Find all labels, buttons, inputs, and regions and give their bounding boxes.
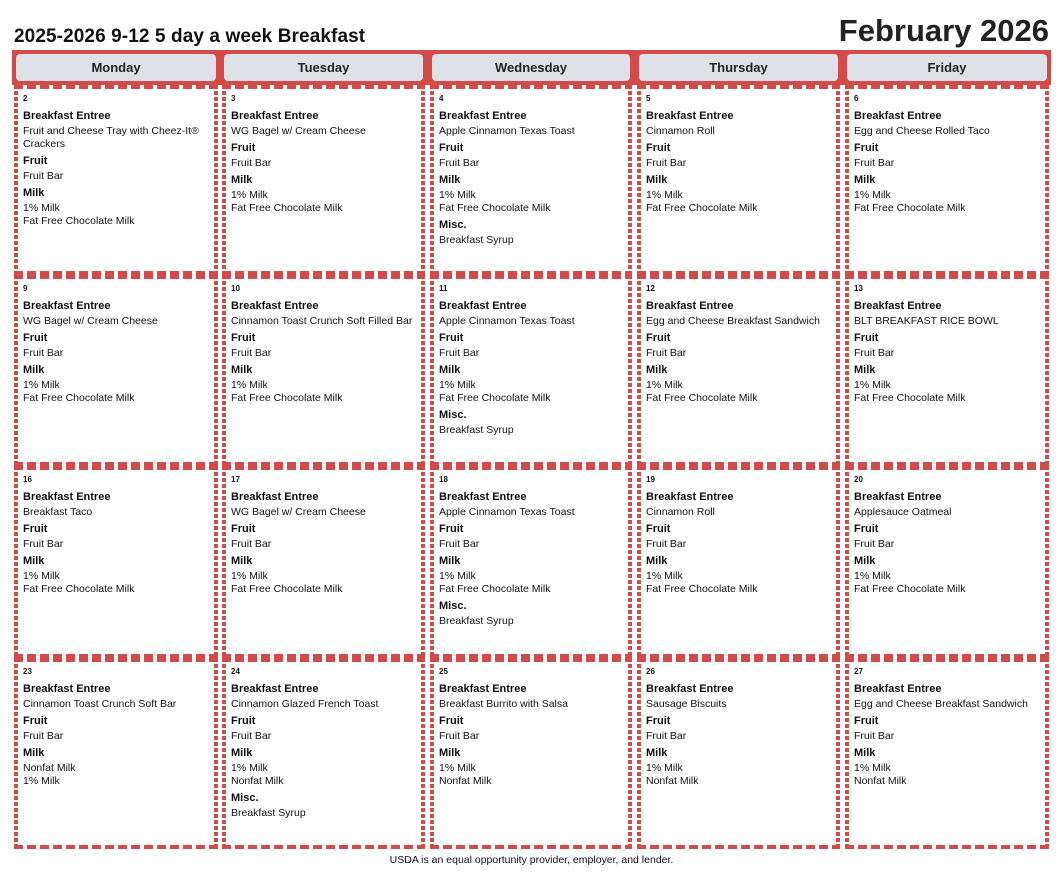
- menu-item: 1% Milk: [439, 189, 476, 201]
- decorative-border: [14, 658, 218, 662]
- menu-item: Fruit Bar: [439, 730, 480, 742]
- menu-item: 1% Milk: [23, 570, 60, 582]
- menu-item: Cinnamon Toast Crunch Soft Filled Bar: [231, 315, 413, 327]
- decorative-border: [637, 658, 641, 849]
- menu-item: 1% Milk: [23, 775, 60, 787]
- day-number: 5: [646, 94, 651, 103]
- menu-item: Fruit Bar: [854, 730, 895, 742]
- day-cell: [222, 85, 425, 275]
- menu-category-label: Milk: [231, 174, 253, 186]
- menu-category-label: Milk: [439, 747, 461, 759]
- menu-item: 1% Milk: [439, 762, 476, 774]
- menu-item: 1% Milk: [854, 762, 891, 774]
- day-cell: [222, 466, 425, 658]
- decorative-border: [845, 658, 849, 849]
- decorative-border: [430, 85, 434, 275]
- menu-item: Fruit Bar: [854, 157, 895, 169]
- decorative-border: [628, 466, 632, 658]
- day-cell: [430, 658, 632, 849]
- menu-item: 1% Milk: [23, 202, 60, 214]
- menu-category-label: Breakfast Entree: [23, 683, 111, 695]
- menu-category-label: Milk: [646, 174, 668, 186]
- day-number: 6: [854, 94, 859, 103]
- menu-category-label: Fruit: [23, 715, 48, 727]
- menu-item: Nonfat Milk: [23, 762, 76, 774]
- day-cell: [430, 85, 632, 275]
- menu-item: 1% Milk: [23, 379, 60, 391]
- decorative-border: [222, 658, 226, 849]
- decorative-border: [836, 275, 840, 466]
- day-number: 9: [23, 284, 28, 293]
- decorative-border: [430, 845, 632, 849]
- menu-category-label: Fruit: [646, 142, 671, 154]
- menu-item: Fat Free Chocolate Milk: [23, 215, 135, 227]
- menu-category-label: Milk: [439, 174, 461, 186]
- menu-item: 1% Milk: [439, 570, 476, 582]
- menu-item: Nonfat Milk: [854, 775, 907, 787]
- day-number: 24: [231, 667, 240, 676]
- menu-item: 1% Milk: [231, 762, 268, 774]
- decorative-border: [421, 85, 425, 275]
- decorative-border: [14, 275, 18, 466]
- menu-item: Fruit Bar: [854, 538, 895, 550]
- decorative-border: [1045, 466, 1049, 658]
- day-number: 4: [439, 94, 444, 103]
- decorative-border: [430, 85, 632, 89]
- day-number: 27: [854, 667, 863, 676]
- menu-category-label: Breakfast Entree: [646, 110, 734, 122]
- menu-item: Fat Free Chocolate Milk: [231, 202, 343, 214]
- decorative-border: [637, 275, 840, 279]
- day-number: 12: [646, 284, 655, 293]
- menu-category-label: Fruit: [854, 142, 879, 154]
- weekday-header-monday: Monday: [16, 54, 216, 81]
- menu-item: 1% Milk: [646, 570, 683, 582]
- decorative-border: [421, 466, 425, 658]
- menu-category-label: Milk: [231, 555, 253, 567]
- menu-item: Breakfast Syrup: [439, 424, 514, 436]
- menu-item: Fruit Bar: [231, 347, 272, 359]
- day-number: 13: [854, 284, 863, 293]
- decorative-border: [845, 275, 849, 466]
- menu-category-label: Milk: [23, 747, 45, 759]
- menu-item: Cinnamon Toast Crunch Soft Bar: [23, 698, 177, 710]
- day-cell: [14, 466, 218, 658]
- menu-item: Nonfat Milk: [646, 775, 699, 787]
- decorative-border: [628, 85, 632, 275]
- menu-item: Fat Free Chocolate Milk: [231, 392, 343, 404]
- menu-item: Breakfast Syrup: [231, 807, 306, 819]
- menu-item: Fat Free Chocolate Milk: [231, 583, 343, 595]
- menu-item: Apple Cinnamon Texas Toast: [439, 506, 575, 518]
- menu-category-label: Misc.: [439, 409, 467, 421]
- day-cell: [430, 466, 632, 658]
- menu-category-label: Breakfast Entree: [854, 683, 942, 695]
- menu-item: 1% Milk: [646, 379, 683, 391]
- menu-item: 1% Milk: [231, 570, 268, 582]
- menu-item: Fat Free Chocolate Milk: [854, 583, 966, 595]
- day-number: 18: [439, 475, 448, 484]
- decorative-border: [14, 275, 218, 279]
- month-title: February 2026: [838, 13, 1049, 48]
- decorative-border: [836, 466, 840, 658]
- footer-notice: USDA is an equal opportunity provider, employer, and lender.: [389, 854, 674, 866]
- menu-item: Apple Cinnamon Texas Toast: [439, 315, 575, 327]
- menu-item: Fruit Bar: [439, 157, 480, 169]
- day-cell: [430, 275, 632, 466]
- menu-category-label: Fruit: [23, 155, 48, 167]
- menu-item: Apple Cinnamon Texas Toast: [439, 125, 575, 137]
- menu-category-label: Fruit: [23, 523, 48, 535]
- menu-item: Fruit Bar: [231, 538, 272, 550]
- decorative-border: [214, 466, 218, 658]
- menu-category-label: Milk: [439, 364, 461, 376]
- menu-category-label: Breakfast Entree: [646, 300, 734, 312]
- menu-item: 1% Milk: [231, 189, 268, 201]
- decorative-border: [1045, 658, 1049, 849]
- menu-category-label: Milk: [646, 747, 668, 759]
- menu-category-label: Fruit: [231, 715, 256, 727]
- menu-item: Fat Free Chocolate Milk: [854, 202, 966, 214]
- weekday-header-thursday: Thursday: [639, 54, 838, 81]
- day-number: 16: [23, 475, 32, 484]
- decorative-border: [14, 85, 18, 275]
- day-number: 17: [231, 475, 240, 484]
- day-number: 20: [854, 475, 863, 484]
- menu-category-label: Breakfast Entree: [439, 300, 527, 312]
- menu-item: Fat Free Chocolate Milk: [23, 392, 135, 404]
- day-number: 23: [23, 667, 32, 676]
- menu-category-label: Breakfast Entree: [439, 683, 527, 695]
- menu-item: Egg and Cheese Rolled Taco: [854, 125, 990, 137]
- menu-item: Fruit and Cheese Tray with Cheez-It® Crackers: [23, 125, 199, 150]
- decorative-border: [637, 275, 641, 466]
- day-cell: [637, 275, 840, 466]
- day-cell: [637, 85, 840, 275]
- decorative-border: [845, 85, 1049, 89]
- menu-category-label: Misc.: [231, 792, 259, 804]
- menu-category-label: Milk: [23, 187, 45, 199]
- menu-item: 1% Milk: [854, 379, 891, 391]
- menu-item: Breakfast Burrito with Salsa: [439, 698, 568, 710]
- decorative-border: [430, 275, 632, 279]
- decorative-border: [214, 275, 218, 466]
- menu-category-label: Breakfast Entree: [231, 683, 319, 695]
- menu-category-label: Fruit: [646, 332, 671, 344]
- menu-item: Fruit Bar: [439, 538, 480, 550]
- weekday-header-tuesday: Tuesday: [224, 54, 423, 81]
- menu-category-label: Milk: [646, 364, 668, 376]
- menu-category-label: Fruit: [439, 715, 464, 727]
- decorative-border: [222, 275, 226, 466]
- menu-category-label: Breakfast Entree: [231, 491, 319, 503]
- weekday-header-wednesday: Wednesday: [432, 54, 630, 81]
- day-cell: [637, 658, 840, 849]
- menu-item: Egg and Cheese Breakfast Sandwich: [646, 315, 820, 327]
- menu-category-label: Breakfast Entree: [23, 491, 111, 503]
- menu-item: 1% Milk: [854, 570, 891, 582]
- decorative-border: [845, 658, 1049, 662]
- menu-category-label: Breakfast Entree: [646, 683, 734, 695]
- day-number: 25: [439, 667, 448, 676]
- menu-category-label: Milk: [23, 364, 45, 376]
- decorative-border: [421, 275, 425, 466]
- day-number: 2: [23, 94, 28, 103]
- menu-category-label: Milk: [231, 364, 253, 376]
- decorative-border: [222, 466, 226, 658]
- decorative-border: [14, 85, 218, 89]
- day-cell: [845, 85, 1049, 275]
- decorative-border: [430, 466, 632, 470]
- decorative-border: [430, 658, 632, 662]
- decorative-border: [628, 658, 632, 849]
- menu-category-label: Breakfast Entree: [23, 110, 111, 122]
- decorative-border: [845, 275, 1049, 279]
- menu-category-label: Breakfast Entree: [231, 300, 319, 312]
- menu-item: WG Bagel w/ Cream Cheese: [231, 506, 366, 518]
- decorative-border: [836, 85, 840, 275]
- menu-item: Breakfast Syrup: [439, 234, 514, 246]
- menu-category-label: Milk: [854, 747, 876, 759]
- decorative-border: [1045, 85, 1049, 275]
- day-number: 19: [646, 475, 655, 484]
- decorative-border: [836, 658, 840, 849]
- menu-item: 1% Milk: [439, 379, 476, 391]
- decorative-border: [222, 466, 425, 470]
- decorative-border: [14, 466, 218, 470]
- day-number: 26: [646, 667, 655, 676]
- decorative-border: [14, 845, 218, 849]
- menu-item: Cinnamon Glazed French Toast: [231, 698, 379, 710]
- menu-category-label: Breakfast Entree: [854, 110, 942, 122]
- menu-category-label: Milk: [854, 364, 876, 376]
- menu-item: Fruit Bar: [646, 730, 687, 742]
- menu-category-label: Fruit: [23, 332, 48, 344]
- menu-category-label: Fruit: [646, 715, 671, 727]
- day-cell: [845, 658, 1049, 849]
- menu-item: Fruit Bar: [854, 347, 895, 359]
- menu-category-label: Fruit: [231, 523, 256, 535]
- decorative-border: [1045, 275, 1049, 466]
- menu-category-label: Breakfast Entree: [23, 300, 111, 312]
- decorative-border: [222, 845, 425, 849]
- weekday-header-friday: Friday: [847, 54, 1047, 81]
- menu-category-label: Breakfast Entree: [854, 491, 942, 503]
- decorative-border: [222, 658, 425, 662]
- menu-category-label: Milk: [854, 174, 876, 186]
- calendar-grid: [14, 85, 1049, 849]
- menu-item: Fruit Bar: [23, 730, 64, 742]
- decorative-border: [637, 85, 641, 275]
- menu-item: Fruit Bar: [231, 730, 272, 742]
- decorative-border: [845, 466, 849, 658]
- menu-item: Fruit Bar: [23, 538, 64, 550]
- decorative-border: [637, 845, 840, 849]
- menu-item: WG Bagel w/ Cream Cheese: [23, 315, 158, 327]
- menu-item: Fat Free Chocolate Milk: [646, 583, 758, 595]
- menu-item: Sausage Biscuits: [646, 698, 727, 710]
- menu-category-label: Milk: [23, 555, 45, 567]
- decorative-border: [845, 85, 849, 275]
- menu-item: Fruit Bar: [646, 347, 687, 359]
- decorative-border: [14, 658, 18, 849]
- menu-item: Breakfast Syrup: [439, 615, 514, 627]
- menu-item: WG Bagel w/ Cream Cheese: [231, 125, 366, 137]
- decorative-border: [222, 85, 425, 89]
- menu-item: Egg and Cheese Breakfast Sandwich: [854, 698, 1028, 710]
- menu-category-label: Milk: [646, 555, 668, 567]
- decorative-border: [430, 275, 434, 466]
- menu-item: Fat Free Chocolate Milk: [854, 392, 966, 404]
- day-number: 11: [439, 284, 448, 293]
- menu-item: Fruit Bar: [23, 170, 64, 182]
- decorative-border: [222, 275, 425, 279]
- day-cell: [222, 658, 425, 849]
- menu-category-label: Fruit: [439, 142, 464, 154]
- menu-category-label: Milk: [854, 555, 876, 567]
- decorative-border: [628, 275, 632, 466]
- menu-item: Fat Free Chocolate Milk: [439, 583, 551, 595]
- decorative-border: [214, 85, 218, 275]
- day-number: 10: [231, 284, 240, 293]
- menu-category-label: Fruit: [646, 523, 671, 535]
- menu-item: BLT BREAKFAST RICE BOWL: [854, 315, 999, 327]
- menu-category-label: Fruit: [439, 523, 464, 535]
- menu-category-label: Fruit: [231, 332, 256, 344]
- menu-category-label: Breakfast Entree: [231, 110, 319, 122]
- menu-category-label: Milk: [439, 555, 461, 567]
- decorative-border: [430, 658, 434, 849]
- day-cell: [14, 85, 218, 275]
- menu-item: Fat Free Chocolate Milk: [23, 583, 135, 595]
- menu-item: Cinnamon Roll: [646, 506, 715, 518]
- day-cell: [845, 275, 1049, 466]
- menu-item: Applesauce Oatmeal: [854, 506, 952, 518]
- decorative-border: [637, 658, 840, 662]
- day-number: 3: [231, 94, 236, 103]
- menu-category-label: Misc.: [439, 219, 467, 231]
- menu-item: Fruit Bar: [439, 347, 480, 359]
- menu-item: Fat Free Chocolate Milk: [646, 392, 758, 404]
- menu-item: Fat Free Chocolate Milk: [439, 202, 551, 214]
- decorative-border: [421, 658, 425, 849]
- menu-item: Breakfast Taco: [23, 506, 93, 518]
- decorative-border: [14, 466, 18, 658]
- menu-item: Fruit Bar: [646, 157, 687, 169]
- menu-item: Cinnamon Roll: [646, 125, 715, 137]
- day-cell: [14, 275, 218, 466]
- decorative-border: [845, 466, 1049, 470]
- menu-category-label: Milk: [231, 747, 253, 759]
- decorative-border: [845, 845, 1049, 849]
- day-cell: [222, 275, 425, 466]
- decorative-border: [222, 85, 226, 275]
- menu-category-label: Fruit: [439, 332, 464, 344]
- menu-item: 1% Milk: [646, 762, 683, 774]
- menu-item: Fruit Bar: [23, 347, 64, 359]
- day-cell: [14, 658, 218, 849]
- menu-item: Fat Free Chocolate Milk: [439, 392, 551, 404]
- menu-category-label: Misc.: [439, 600, 467, 612]
- decorative-border: [637, 466, 641, 658]
- menu-category-label: Fruit: [854, 332, 879, 344]
- menu-category-label: Breakfast Entree: [646, 491, 734, 503]
- day-cell: [637, 466, 840, 658]
- decorative-border: [637, 85, 840, 89]
- menu-category-label: Fruit: [231, 142, 256, 154]
- menu-item: Fruit Bar: [231, 157, 272, 169]
- day-cell: [845, 466, 1049, 658]
- menu-item: Fat Free Chocolate Milk: [646, 202, 758, 214]
- menu-category-label: Fruit: [854, 715, 879, 727]
- menu-category-label: Breakfast Entree: [439, 110, 527, 122]
- menu-category-label: Fruit: [854, 523, 879, 535]
- menu-item: 1% Milk: [646, 189, 683, 201]
- menu-item: Nonfat Milk: [231, 775, 284, 787]
- menu-category-label: Breakfast Entree: [439, 491, 527, 503]
- decorative-border: [637, 466, 840, 470]
- menu-item: Fruit Bar: [646, 538, 687, 550]
- menu-item: 1% Milk: [231, 379, 268, 391]
- menu-category-label: Breakfast Entree: [854, 300, 942, 312]
- menu-title: 2025-2026 9-12 5 day a week Breakfast: [14, 26, 366, 47]
- menu-item: Nonfat Milk: [439, 775, 492, 787]
- decorative-border: [430, 466, 434, 658]
- decorative-border: [214, 658, 218, 849]
- menu-item: 1% Milk: [854, 189, 891, 201]
